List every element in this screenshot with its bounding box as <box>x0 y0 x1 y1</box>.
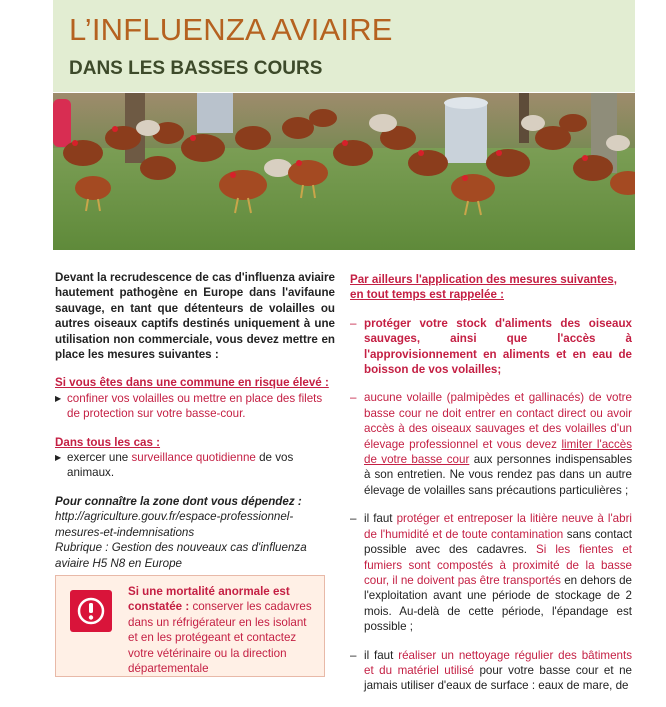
high-risk-measure: confiner vos volailles ou mettre en place des filets de protection sur votre basse-cour. <box>67 391 323 421</box>
measure-cleaning: il faut réaliser un nettoyage régulier des bâtiments et du matériel utilisé pour votre basse cour et ne jamais utiliser d'eaux de surface : eaux de mare, de <box>364 648 632 693</box>
alert-text: Si une mortalité anormale est constatée : conserver les cadavres dans un réfrigérateur en les isolant et en les protégeant et contactez votre vétérinaire ou la direction départementale <box>128 585 312 676</box>
list-item <box>55 391 335 422</box>
section-all-cases-heading: Dans tous les cas : <box>55 435 161 449</box>
list-item: – il faut réaliser un nettoyage régulier des bâtiments et du matériel utilisé pour votre basse cour et ne jamais utiliser d'eaux de surface : eaux de mare, de <box>350 648 632 693</box>
intro-paragraph: Devant la recrudescence de cas d'influenza aviaire hautement pathogène en Europe dans l'avifaune sauvage, en tant que détenteurs de volailles ou autres oiseaux captifs destinés uniquement à une utilisation non commerciale, vous devez mettre en place les mesures suivantes : <box>55 271 335 362</box>
measure-litter: il faut protéger et entreposer la litière neuve à l'abri de l'humidité et de toute contamination sans contact possible avec des cadavres. Si les fientes et fumiers sont compostés à proximité de la basse cour, il ne doivent pas être transportés en dehors de l'exploitation avant une période de stockage de 2 mois. Au-delà de cette période, l'épandage est possible ; <box>364 512 633 634</box>
list-item <box>55 450 335 481</box>
alert-icon-box <box>70 590 112 632</box>
hero-photo <box>53 93 635 250</box>
all-cases-measure: exercer une surveillance quotidienne de vos animaux. <box>67 451 294 480</box>
left-column <box>55 270 335 571</box>
list-item: – protéger votre stock d'aliments des oiseaux sauvages, ainsi que l'accès à l'approvisionnement en aliments et en eau de boisson de vos volailles; <box>350 316 632 377</box>
zone-heading: Pour connaître la zone dont vous dépendez : <box>55 494 302 508</box>
measure-food-stock: protéger votre stock d'aliments des oiseaux sauvages, ainsi que l'accès à l'approvisionnement en aliments et en eau de boisson de vos volailles; <box>364 316 632 377</box>
page-subtitle: DANS LES BASSES COURS <box>69 58 323 79</box>
mortality-alert-box <box>55 575 325 677</box>
section-high-risk-heading: Si vous êtes dans une commune en risque élevé : <box>55 376 329 390</box>
right-column <box>350 272 632 707</box>
zone-link[interactable]: http://agriculture.gouv.fr/espace-professionnel-mesures-et-indemnisations <box>55 510 294 539</box>
chickens-illustration <box>53 93 635 250</box>
list-item: – il faut protéger et entreposer la litière neuve à l'abri de l'humidité et de toute contamination sans contact possible avec des cadavres. Si les fientes et fumiers sont compostés à proximité de la basse cour, il ne doivent pas être transportés en dehors de l'exploitation avant une période de stockage de 2 mois. Au-delà de cette période, l'épandage est possible ; <box>350 512 633 634</box>
header-banner <box>53 0 635 92</box>
zone-rubrique: Rubrique : Gestion des nouveaux cas d'influenza aviaire H5 N8 en Europe <box>55 541 307 570</box>
page-title: L’INFLUENZA AVIAIRE <box>69 12 393 47</box>
triangle-bullet-icon: ▶ <box>55 393 62 403</box>
list-item: – aucune volaille (palmipèdes et gallinacés) de votre basse cour ne doit entrer en contact direct ou avoir accès à des oiseaux sauvages et des volailles d'un élevage professionnel et vous devez limiter l'accès de votre basse cour aux personnes indispensables à son entretien. Ne vous rendez pas dans un autre élevage de volailles sans précautions particulières ; <box>350 391 632 497</box>
exclamation-icon <box>70 590 112 632</box>
right-heading: Par ailleurs l'application des mesures suivantes, en tout temps est rappelée : <box>350 273 617 302</box>
measure-no-contact: aucune volaille (palmipèdes et gallinacés) de votre basse cour ne doit entrer en contact direct ou avoir accès à des oiseaux sauvages et des volailles d'un élevage professionnel et vous devez limiter l'accès de votre basse cour aux personnes indispensables à son entretien. Ne vous rendez pas dans un autre élevage de volailles sans précautions particulières ; <box>364 391 632 497</box>
triangle-bullet-icon: ▶ <box>55 453 62 463</box>
